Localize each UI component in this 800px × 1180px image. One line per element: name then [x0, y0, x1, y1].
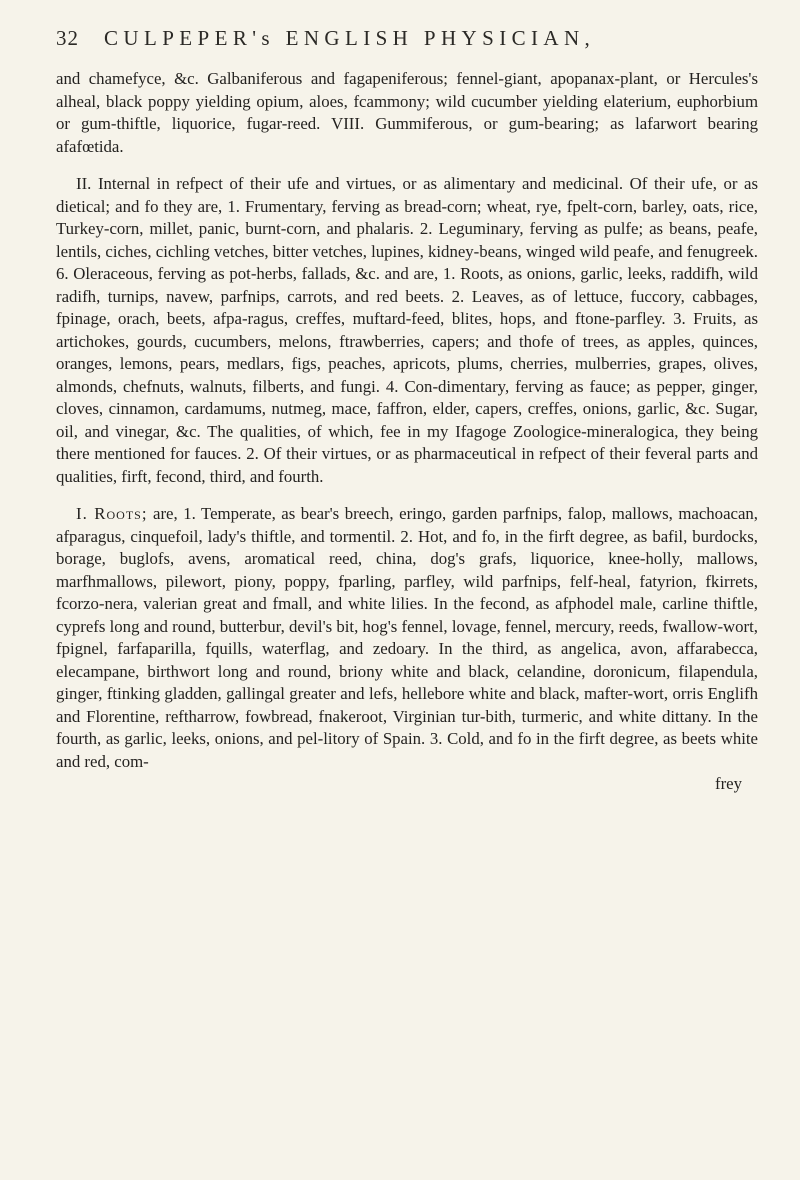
paragraph-gap [56, 158, 758, 173]
roots-text: are, 1. Temperate, as bear's breech, eringo, garden parfnips, falop, mallows, machoacan, afparagus, cinquefoil, lady's thiftle, and tormentil. 2. Hot, and fo, in the firft degree, as bafil, burdocks, borage, buglofs, avens, aromatical reed, china, dog's grafs, liquorice, knee-holly, mallows, marfhmallows, pilewort, piony, poppy, fparling, parfley, wild parfnips, felf-heal, fatyrion, fkirrets, fcorzo-nera, valerian great and fmall, and white lilies. In the fecond, as afphodel male, carline thiftle, cyprefs long and round, butterbur, devil's bit, hog's fennel, lovage, fennel, mercury, reeds, fwallow-wort, fpignel, farfaparilla, fquills, waterflag, and zedoary. In the third, as angelica, avon, affarabecca, elecampane, birthwort long and round, briony white and black, celandine, doronicum, filapendula, ginger, ftinking gladden, gallingal greater and lefs, hellebore white and black, mafter-wort, orris Englifh and Florentine, reftharrow, fowbread, fnakeroot, Virginian tur-bith, turmeric, and white dittany. In the fourth, as garlic, leeks, onions, and pel-litory of Spain. 3. Cold, and fo in the firft degree, as beets white and red, com- [56, 504, 759, 771]
running-title: CULPEPER's ENGLISH PHYSICIAN, [104, 26, 596, 50]
paragraph-gap [56, 488, 758, 503]
running-head [56, 24, 758, 60]
roots-heading: I. Roots; [76, 504, 148, 523]
paragraph-internal-uses: II. Internal in refpect of their ufe and virtues, or as alimentary and medicinal. Of their ufe, or as dietical; and fo they are, 1. Frumentary, ferving as bread-corn; wheat, rye, fpelt-corn, barley, oats, rice, Turkey-corn, millet, panic, burnt-corn, and phalaris. 2. Leguminary, ferving as pulfe; as beans, peafe, lentils, ciches, cichling vetches, bitter vetches, lupines, kidney-beans, winged wild peafe, and fenugreek. 6. Oleraceous, ferving as pot-herbs, fallads, &c. and are, 1. Roots, as onions, garlic, leeks, raddifh, wild radifh, turnips, navew, parfnips, carrots, and red beets. 2. Leaves, as of lettuce, fuccory, cabbages, fpinage, orach, beets, afpa-ragus, creffes, muftard-feed, blites, hops, and ftone-parfley. 3. Fruits, as artichokes, gourds, cucumbers, melons, ftrawberries, capers; and thofe of trees, as apples, quinces, oranges, lemons, pears, medlars, figs, peaches, apricots, plums, cherries, mulberries, grapes, olives, almonds, chefnuts, walnuts, filberts, and fungi. 4. Con-dimentary, ferving as fauce; as pepper, ginger, cloves, cinnamon, cardamums, nutmeg, mace, faffron, elder, capers, creffes, onions, garlic, &c. Sugar, oil, and vinegar, &c. The qualities, of which, fee in my Ifagoge Zoologice-mineralogica, they being there mentioned for fauces. 2. Of their virtues, or as pharmaceutical in refpect of their feveral parts and qualities, firft, fecond, third, and fourth. [56, 174, 758, 486]
paragraph-roots [56, 503, 758, 773]
paragraph-continuation: and chamefyce, &c. Galbaniferous and fagapeniferous; fennel-giant, apopanax-plant, or Hercules's alheal, black poppy yielding opium, aloes, fcammony; wild cucumber yielding elaterium, euphorbium or gum-thiftle, liquorice, fugar-reed. VIII. Gummiferous, or gum-bearing; as lafarwort bearing afafœtida. [56, 69, 758, 156]
page-number: 32 [56, 26, 79, 50]
catchword: frey [714, 774, 742, 793]
body-text [56, 68, 758, 796]
